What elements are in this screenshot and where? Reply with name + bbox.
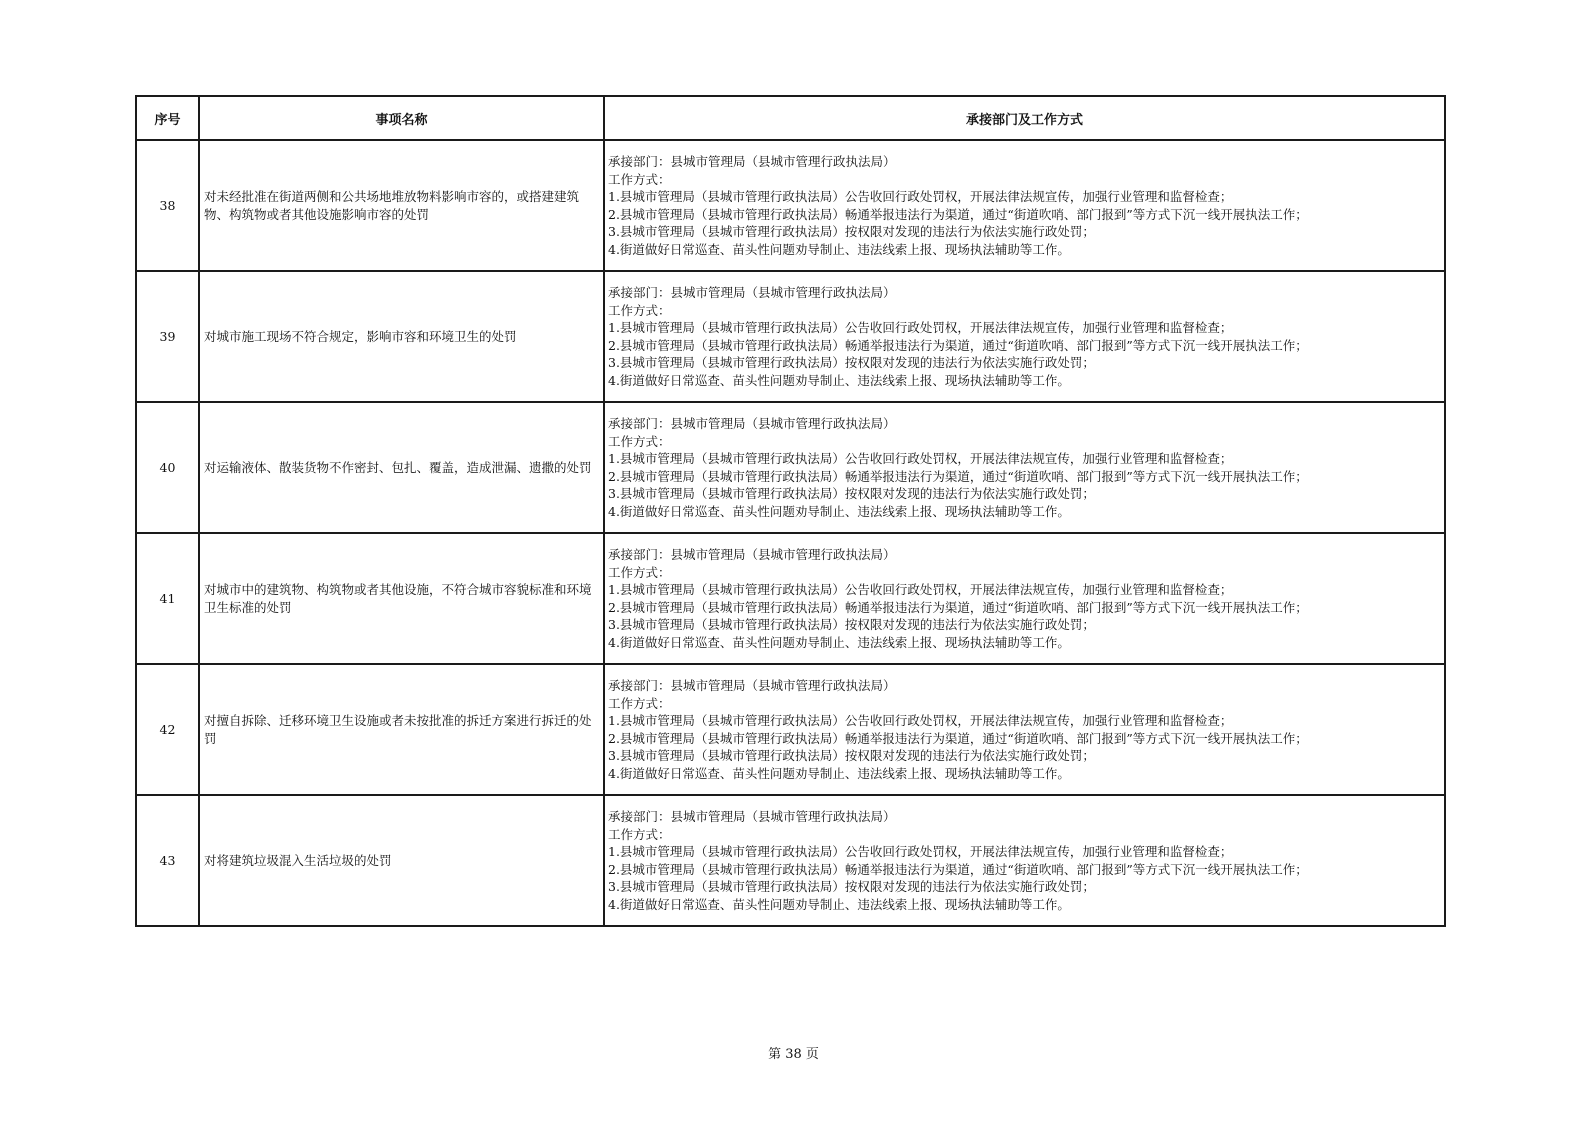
header-dept-method: 承接部门及工作方式: [604, 96, 1445, 140]
dept-method-line: 3.县城市管理局（县城市管理行政执法局）按权限对发现的违法行为依法实施行政处罚；: [608, 748, 1095, 763]
row-dept-method: [604, 271, 1445, 402]
header-seq: 序号: [136, 96, 199, 140]
dept-method-line: 2.县城市管理局（县城市管理行政执法局）畅通举报违法行为渠道，通过“街道吹哨、部门报到”等方式下沉一线开展执法工作；: [608, 730, 1308, 746]
header-item-name: 事项名称: [199, 96, 604, 140]
dept-method-line: 3.县城市管理局（县城市管理行政执法局）按权限对发现的违法行为依法实施行政处罚；: [608, 224, 1095, 239]
row-seq: 43: [136, 795, 199, 926]
dept-method-line: 4.街道做好日常巡查、苗头性问题劝导制止、违法线索上报、现场执法辅助等工作。: [608, 241, 1070, 257]
dept-method-line: 工作方式：: [608, 826, 671, 842]
dept-method-line: 工作方式：: [608, 433, 671, 449]
dept-method-line: 2.县城市管理局（县城市管理行政执法局）畅通举报违法行为渠道，通过“街道吹哨、部门报到”等方式下沉一线开展执法工作；: [608, 468, 1308, 484]
table-header-row: [136, 96, 1445, 140]
dept-method-line: 4.街道做好日常巡查、苗头性问题劝导制止、违法线索上报、现场执法辅助等工作。: [608, 765, 1070, 781]
dept-method-line: 2.县城市管理局（县城市管理行政执法局）畅通举报违法行为渠道，通过“街道吹哨、部门报到”等方式下沉一线开展执法工作；: [608, 599, 1308, 615]
dept-method-line: 4.街道做好日常巡查、苗头性问题劝导制止、违法线索上报、现场执法辅助等工作。: [608, 634, 1070, 650]
row-dept-method: [604, 533, 1445, 664]
row-dept-method: [604, 140, 1445, 271]
dept-method-line: 1.县城市管理局（县城市管理行政执法局）公告收回行政处罚权，开展法律法规宣传，加强行业管理和监督检查；: [608, 320, 1233, 335]
row-item-name: 对擅自拆除、迁移环境卫生设施或者未按批准的拆迁方案进行拆迁的处罚: [199, 664, 604, 795]
dept-method-line: 2.县城市管理局（县城市管理行政执法局）畅通举报违法行为渠道，通过“街道吹哨、部门报到”等方式下沉一线开展执法工作；: [608, 206, 1308, 222]
row-seq: 38: [136, 140, 199, 271]
table-body: [136, 140, 1445, 926]
row-item-name: 对将建筑垃圾混入生活垃圾的处罚: [199, 795, 604, 926]
dept-method-line: 承接部门：县城市管理局（县城市管理行政执法局）: [608, 678, 896, 693]
table-row: [136, 140, 1445, 271]
dept-method-line: 3.县城市管理局（县城市管理行政执法局）按权限对发现的违法行为依法实施行政处罚；: [608, 617, 1095, 632]
dept-method-line: 3.县城市管理局（县城市管理行政执法局）按权限对发现的违法行为依法实施行政处罚；: [608, 355, 1095, 370]
items-table: [135, 95, 1446, 927]
dept-method-line: 承接部门：县城市管理局（县城市管理行政执法局）: [608, 154, 896, 169]
table-row: [136, 664, 1445, 795]
table-row: [136, 795, 1445, 926]
row-seq: 42: [136, 664, 199, 795]
table-row: [136, 402, 1445, 533]
row-item-name: 对未经批准在街道两侧和公共场地堆放物料影响市容的，或搭建建筑物、构筑物或者其他设施影响市容的处罚: [199, 140, 604, 271]
table-row: [136, 533, 1445, 664]
dept-method-line: 承接部门：县城市管理局（县城市管理行政执法局）: [608, 285, 896, 300]
page-number: 第 38 页: [768, 1047, 819, 1062]
dept-method-line: 1.县城市管理局（县城市管理行政执法局）公告收回行政处罚权，开展法律法规宣传，加强行业管理和监督检查；: [608, 713, 1233, 728]
dept-method-line: 1.县城市管理局（县城市管理行政执法局）公告收回行政处罚权，开展法律法规宣传，加强行业管理和监督检查；: [608, 844, 1233, 859]
row-seq: 41: [136, 533, 199, 664]
dept-method-line: 工作方式：: [608, 302, 671, 318]
row-seq: 40: [136, 402, 199, 533]
dept-method-line: 承接部门：县城市管理局（县城市管理行政执法局）: [608, 416, 896, 431]
row-dept-method: [604, 795, 1445, 926]
dept-method-line: 工作方式：: [608, 171, 671, 187]
table-row: [136, 271, 1445, 402]
dept-method-line: 2.县城市管理局（县城市管理行政执法局）畅通举报违法行为渠道，通过“街道吹哨、部门报到”等方式下沉一线开展执法工作；: [608, 337, 1308, 353]
dept-method-line: 4.街道做好日常巡查、苗头性问题劝导制止、违法线索上报、现场执法辅助等工作。: [608, 503, 1070, 519]
dept-method-line: 3.县城市管理局（县城市管理行政执法局）按权限对发现的违法行为依法实施行政处罚；: [608, 486, 1095, 501]
dept-method-line: 1.县城市管理局（县城市管理行政执法局）公告收回行政处罚权，开展法律法规宣传，加强行业管理和监督检查；: [608, 582, 1233, 597]
dept-method-line: 承接部门：县城市管理局（县城市管理行政执法局）: [608, 547, 896, 562]
row-seq: 39: [136, 271, 199, 402]
dept-method-line: 4.街道做好日常巡查、苗头性问题劝导制止、违法线索上报、现场执法辅助等工作。: [608, 896, 1070, 912]
dept-method-line: 1.县城市管理局（县城市管理行政执法局）公告收回行政处罚权，开展法律法规宣传，加强行业管理和监督检查；: [608, 189, 1233, 204]
row-dept-method: [604, 664, 1445, 795]
dept-method-line: 承接部门：县城市管理局（县城市管理行政执法局）: [608, 809, 896, 824]
row-item-name: 对运输液体、散装货物不作密封、包扎、覆盖，造成泄漏、遗撒的处罚: [199, 402, 604, 533]
dept-method-line: 2.县城市管理局（县城市管理行政执法局）畅通举报违法行为渠道，通过“街道吹哨、部门报到”等方式下沉一线开展执法工作；: [608, 861, 1308, 877]
row-dept-method: [604, 402, 1445, 533]
dept-method-line: 工作方式：: [608, 564, 671, 580]
row-item-name: 对城市施工现场不符合规定，影响市容和环境卫生的处罚: [199, 271, 604, 402]
dept-method-line: 3.县城市管理局（县城市管理行政执法局）按权限对发现的违法行为依法实施行政处罚；: [608, 879, 1095, 894]
dept-method-line: 工作方式：: [608, 695, 671, 711]
dept-method-line: 4.街道做好日常巡查、苗头性问题劝导制止、违法线索上报、现场执法辅助等工作。: [608, 372, 1070, 388]
dept-method-line: 1.县城市管理局（县城市管理行政执法局）公告收回行政处罚权，开展法律法规宣传，加强行业管理和监督检查；: [608, 451, 1233, 466]
row-item-name: 对城市中的建筑物、构筑物或者其他设施，不符合城市容貌标准和环境卫生标准的处罚: [199, 533, 604, 664]
